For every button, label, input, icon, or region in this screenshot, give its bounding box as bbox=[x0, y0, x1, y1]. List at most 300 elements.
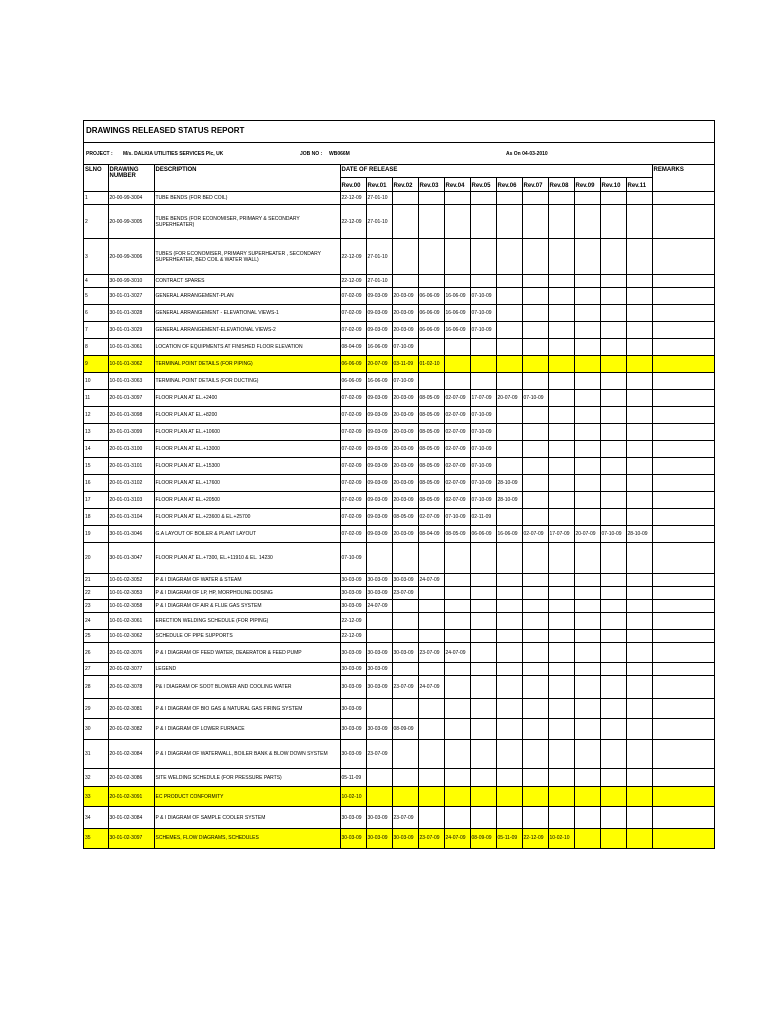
cell-release-date-empty bbox=[626, 600, 652, 613]
cell-release-date-empty bbox=[418, 543, 444, 574]
cell-description: TERMINAL POINT DETAILS (FOR PIPING) bbox=[154, 356, 340, 373]
cell-remarks bbox=[652, 543, 714, 574]
cell-release-date: 30-03-09 bbox=[392, 574, 418, 587]
cell-drawing-number: 20-01-01-3098 bbox=[108, 407, 154, 424]
cell-release-date: 24-07-09 bbox=[418, 574, 444, 587]
cell-release-date-empty bbox=[470, 613, 496, 630]
cell-release-date-empty bbox=[626, 475, 652, 492]
cell-release-date-empty bbox=[418, 205, 444, 239]
cell-release-date-empty bbox=[470, 205, 496, 239]
cell-release-date-empty bbox=[600, 829, 626, 848]
cell-release-date-empty bbox=[574, 807, 600, 829]
cell-release-date: 02-07-09 bbox=[444, 407, 470, 424]
cell-release-date: 07-10-09 bbox=[470, 288, 496, 305]
cell-release-date-empty bbox=[392, 275, 418, 288]
cell-release-date-empty bbox=[548, 574, 574, 587]
cell-release-date-empty bbox=[470, 339, 496, 356]
header-rev: Rev.01 bbox=[366, 178, 392, 192]
cell-drawing-number: 30-01-02-3097 bbox=[108, 829, 154, 848]
cell-release-date-empty bbox=[600, 390, 626, 407]
cell-release-date: 22-12-09 bbox=[340, 613, 366, 630]
cell-release-date-empty bbox=[522, 699, 548, 719]
cell-release-date: 02-07-09 bbox=[444, 390, 470, 407]
cell-slno: 30 bbox=[84, 719, 108, 740]
cell-remarks bbox=[652, 475, 714, 492]
cell-release-date-empty bbox=[418, 807, 444, 829]
cell-release-date: 24-07-09 bbox=[444, 829, 470, 848]
cell-release-date: 07-02-09 bbox=[340, 390, 366, 407]
cell-release-date-empty bbox=[626, 643, 652, 663]
cell-release-date: 08-05-09 bbox=[418, 492, 444, 509]
cell-release-date-empty bbox=[418, 339, 444, 356]
cell-release-date-empty bbox=[522, 441, 548, 458]
cell-release-date: 16-06-09 bbox=[444, 288, 470, 305]
cell-release-date: 07-02-09 bbox=[340, 424, 366, 441]
cell-slno: 19 bbox=[84, 526, 108, 543]
cell-description: P& I DIAGRAM OF SOOT BLOWER AND COOLING WATER bbox=[154, 676, 340, 699]
cell-description: G.A LAYOUT OF BOILER & PLANT LAYOUT bbox=[154, 526, 340, 543]
cell-release-date-empty bbox=[522, 339, 548, 356]
cell-drawing-number: 10-01-02-3053 bbox=[108, 587, 154, 600]
cell-release-date: 23-07-09 bbox=[418, 643, 444, 663]
cell-slno: 2 bbox=[84, 205, 108, 239]
cell-release-date-empty bbox=[418, 275, 444, 288]
cell-description: ERECTION WELDING SCHEDULE (FOR PIPING) bbox=[154, 613, 340, 630]
cell-release-date-empty bbox=[600, 288, 626, 305]
table-row bbox=[84, 492, 714, 509]
cell-release-date-empty bbox=[522, 458, 548, 475]
cell-release-date: 30-03-09 bbox=[340, 663, 366, 676]
header-rev: Rev.06 bbox=[496, 178, 522, 192]
table-row bbox=[84, 424, 714, 441]
cell-release-date-empty bbox=[444, 574, 470, 587]
cell-release-date: 07-10-09 bbox=[522, 390, 548, 407]
cell-drawing-number: 20-01-02-3081 bbox=[108, 699, 154, 719]
cell-release-date: 30-03-09 bbox=[340, 699, 366, 719]
cell-remarks bbox=[652, 526, 714, 543]
cell-release-date: 07-10-09 bbox=[470, 492, 496, 509]
cell-release-date-empty bbox=[548, 663, 574, 676]
cell-release-date-empty bbox=[626, 699, 652, 719]
cell-release-date-empty bbox=[548, 373, 574, 390]
cell-remarks bbox=[652, 769, 714, 787]
cell-release-date: 07-02-09 bbox=[340, 305, 366, 322]
cell-description: P & I DIAGRAM OF LOWER FURNACE bbox=[154, 719, 340, 740]
table-row bbox=[84, 458, 714, 475]
cell-slno: 12 bbox=[84, 407, 108, 424]
table-row bbox=[84, 787, 714, 807]
cell-remarks bbox=[652, 305, 714, 322]
cell-release-date-empty bbox=[470, 740, 496, 769]
cell-release-date: 08-05-09 bbox=[444, 526, 470, 543]
cell-release-date: 20-03-09 bbox=[392, 526, 418, 543]
cell-release-date-empty bbox=[392, 630, 418, 643]
cell-drawing-number: 30-01-02-3084 bbox=[108, 807, 154, 829]
cell-release-date: 05-11-09 bbox=[496, 829, 522, 848]
cell-release-date: 22-12-09 bbox=[340, 630, 366, 643]
cell-description: GENERAL ARRANGEMENT - ELEVATIONAL VIEWS-1 bbox=[154, 305, 340, 322]
cell-release-date-empty bbox=[626, 390, 652, 407]
cell-release-date-empty bbox=[418, 600, 444, 613]
cell-drawing-number: 30-00-99-3010 bbox=[108, 275, 154, 288]
cell-release-date-empty bbox=[574, 356, 600, 373]
cell-release-date: 16-06-09 bbox=[444, 305, 470, 322]
cell-release-date: 06-06-09 bbox=[418, 305, 444, 322]
cell-release-date-empty bbox=[496, 424, 522, 441]
cell-release-date-empty bbox=[600, 807, 626, 829]
cell-release-date-empty bbox=[600, 305, 626, 322]
cell-drawing-number: 20-01-01-3102 bbox=[108, 475, 154, 492]
cell-release-date: 02-11-09 bbox=[470, 509, 496, 526]
cell-release-date: 09-03-09 bbox=[366, 424, 392, 441]
cell-release-date-empty bbox=[626, 288, 652, 305]
cell-release-date-empty bbox=[574, 630, 600, 643]
cell-release-date-empty bbox=[392, 663, 418, 676]
cell-release-date-empty bbox=[366, 613, 392, 630]
cell-release-date: 09-03-09 bbox=[366, 407, 392, 424]
cell-description: SCHEMES, FLOW DIAGRAMS, SCHEDULES bbox=[154, 829, 340, 848]
cell-slno: 7 bbox=[84, 322, 108, 339]
table-row bbox=[84, 322, 714, 339]
cell-release-date-empty bbox=[600, 587, 626, 600]
cell-release-date-empty bbox=[626, 275, 652, 288]
cell-release-date-empty bbox=[470, 574, 496, 587]
table-row bbox=[84, 769, 714, 787]
cell-release-date: 02-07-09 bbox=[522, 526, 548, 543]
cell-drawing-number: 10-01-02-3052 bbox=[108, 574, 154, 587]
table-row bbox=[84, 339, 714, 356]
cell-release-date-empty bbox=[626, 192, 652, 205]
cell-release-date: 30-03-09 bbox=[366, 643, 392, 663]
cell-remarks bbox=[652, 441, 714, 458]
cell-release-date-empty bbox=[626, 424, 652, 441]
cell-release-date-empty bbox=[574, 275, 600, 288]
table-body bbox=[84, 192, 714, 848]
cell-remarks bbox=[652, 373, 714, 390]
cell-description: P & I DIAGRAM OF SAMPLE COOLER SYSTEM bbox=[154, 807, 340, 829]
cell-remarks bbox=[652, 509, 714, 526]
table-row bbox=[84, 192, 714, 205]
cell-release-date-empty bbox=[392, 613, 418, 630]
cell-release-date: 08-05-09 bbox=[392, 509, 418, 526]
cell-release-date: 07-10-09 bbox=[470, 475, 496, 492]
cell-release-date: 09-03-09 bbox=[366, 475, 392, 492]
cell-release-date: 23-07-09 bbox=[366, 740, 392, 769]
cell-drawing-number: 10-01-02-3058 bbox=[108, 600, 154, 613]
cell-release-date-empty bbox=[548, 441, 574, 458]
cell-release-date-empty bbox=[418, 719, 444, 740]
cell-release-date-empty bbox=[470, 719, 496, 740]
cell-release-date: 07-02-09 bbox=[340, 526, 366, 543]
cell-remarks bbox=[652, 740, 714, 769]
cell-remarks bbox=[652, 807, 714, 829]
cell-slno: 22 bbox=[84, 587, 108, 600]
cell-release-date: 30-03-09 bbox=[366, 663, 392, 676]
cell-release-date: 09-03-09 bbox=[366, 458, 392, 475]
cell-release-date-empty bbox=[418, 613, 444, 630]
cell-release-date-empty bbox=[626, 305, 652, 322]
cell-release-date-empty bbox=[600, 492, 626, 509]
cell-description: TUBE BENDS (FOR ECONOMISER, PRIMARY & SECONDARY SUPERHEATER) bbox=[154, 205, 340, 239]
cell-release-date-empty bbox=[522, 613, 548, 630]
table-row bbox=[84, 239, 714, 275]
cell-release-date-empty bbox=[600, 630, 626, 643]
cell-release-date: 07-10-09 bbox=[470, 458, 496, 475]
cell-release-date-empty bbox=[548, 509, 574, 526]
cell-release-date-empty bbox=[626, 239, 652, 275]
cell-release-date-empty bbox=[444, 205, 470, 239]
table-row bbox=[84, 587, 714, 600]
cell-drawing-number: 10-01-01-3061 bbox=[108, 339, 154, 356]
cell-release-date: 17-07-09 bbox=[548, 526, 574, 543]
cell-release-date-empty bbox=[496, 288, 522, 305]
cell-drawing-number: 20-01-02-3091 bbox=[108, 787, 154, 807]
cell-description: P & I DIAGRAM OF FEED WATER, DEAERATOR & FEED PUMP bbox=[154, 643, 340, 663]
cell-release-date-empty bbox=[548, 643, 574, 663]
cell-remarks bbox=[652, 407, 714, 424]
table-row bbox=[84, 441, 714, 458]
cell-release-date: 06-06-09 bbox=[418, 322, 444, 339]
header-description: DESCRIPTION bbox=[154, 165, 340, 192]
cell-release-date: 07-02-09 bbox=[340, 288, 366, 305]
project-info-row bbox=[84, 143, 714, 165]
table-row bbox=[84, 509, 714, 526]
cell-drawing-number: 10-01-01-3062 bbox=[108, 356, 154, 373]
cell-description: FLOOR PLAN AT EL.+2400 bbox=[154, 390, 340, 407]
cell-remarks bbox=[652, 719, 714, 740]
cell-release-date-empty bbox=[470, 676, 496, 699]
cell-release-date-empty bbox=[626, 458, 652, 475]
cell-release-date: 09-03-09 bbox=[366, 305, 392, 322]
cell-description: P & I DIAGRAM OF WATERWALL, BOILER BANK & BLOW DOWN SYSTEM bbox=[154, 740, 340, 769]
cell-release-date-empty bbox=[600, 275, 626, 288]
cell-drawing-number: 20-01-02-3076 bbox=[108, 643, 154, 663]
cell-release-date-empty bbox=[600, 441, 626, 458]
cell-release-date-empty bbox=[392, 699, 418, 719]
cell-release-date: 30-03-09 bbox=[392, 829, 418, 848]
cell-release-date: 16-06-09 bbox=[366, 373, 392, 390]
cell-release-date-empty bbox=[574, 288, 600, 305]
cell-slno: 15 bbox=[84, 458, 108, 475]
cell-release-date: 30-03-09 bbox=[366, 829, 392, 848]
cell-release-date-empty bbox=[444, 587, 470, 600]
cell-release-date: 06-06-09 bbox=[340, 356, 366, 373]
cell-release-date-empty bbox=[548, 740, 574, 769]
cell-release-date: 20-03-09 bbox=[392, 424, 418, 441]
cell-release-date-empty bbox=[548, 807, 574, 829]
cell-description: FLOOR PLAN AT EL.+8200 bbox=[154, 407, 340, 424]
cell-release-date: 27-01-10 bbox=[366, 275, 392, 288]
cell-release-date-empty bbox=[444, 339, 470, 356]
cell-release-date: 02-07-09 bbox=[444, 475, 470, 492]
cell-release-date-empty bbox=[522, 587, 548, 600]
cell-description: FLOOR PLAN AT EL.+10600 bbox=[154, 424, 340, 441]
job-value: WB066M bbox=[329, 151, 350, 157]
header-rev: Rev.11 bbox=[626, 178, 652, 192]
cell-release-date-empty bbox=[600, 676, 626, 699]
cell-drawing-number: 30-01-01-3046 bbox=[108, 526, 154, 543]
cell-release-date-empty bbox=[496, 719, 522, 740]
cell-description: SCHEDULE OF PIPE SUPPORTS bbox=[154, 630, 340, 643]
cell-release-date-empty bbox=[574, 613, 600, 630]
cell-release-date-empty bbox=[522, 787, 548, 807]
cell-release-date: 09-03-09 bbox=[366, 441, 392, 458]
cell-release-date-empty bbox=[574, 600, 600, 613]
cell-remarks bbox=[652, 663, 714, 676]
cell-slno: 18 bbox=[84, 509, 108, 526]
cell-release-date: 30-03-09 bbox=[366, 676, 392, 699]
cell-description: GENERAL ARRANGEMENT-PLAN bbox=[154, 288, 340, 305]
cell-drawing-number: 20-01-02-3082 bbox=[108, 719, 154, 740]
cell-release-date-empty bbox=[600, 543, 626, 574]
cell-release-date-empty bbox=[444, 630, 470, 643]
cell-release-date-empty bbox=[470, 587, 496, 600]
cell-slno: 1 bbox=[84, 192, 108, 205]
table-row bbox=[84, 829, 714, 848]
cell-release-date-empty bbox=[392, 787, 418, 807]
cell-release-date-empty bbox=[470, 192, 496, 205]
table-row bbox=[84, 613, 714, 630]
cell-release-date: 08-05-09 bbox=[418, 424, 444, 441]
cell-release-date: 23-07-09 bbox=[392, 676, 418, 699]
cell-remarks bbox=[652, 322, 714, 339]
cell-release-date: 22-12-09 bbox=[522, 829, 548, 848]
cell-release-date: 30-03-09 bbox=[366, 719, 392, 740]
cell-release-date-empty bbox=[600, 613, 626, 630]
cell-release-date-empty bbox=[522, 543, 548, 574]
cell-slno: 14 bbox=[84, 441, 108, 458]
cell-slno: 4 bbox=[84, 275, 108, 288]
cell-description: FLOOR PLAN AT EL.+23600 & EL.+25700 bbox=[154, 509, 340, 526]
cell-release-date: 07-02-09 bbox=[340, 407, 366, 424]
cell-release-date-empty bbox=[496, 458, 522, 475]
table-row bbox=[84, 543, 714, 574]
report-sheet bbox=[83, 120, 715, 849]
cell-release-date-empty bbox=[600, 192, 626, 205]
cell-remarks bbox=[652, 339, 714, 356]
cell-release-date: 09-03-09 bbox=[366, 492, 392, 509]
cell-remarks bbox=[652, 600, 714, 613]
cell-remarks bbox=[652, 829, 714, 848]
cell-release-date-empty bbox=[418, 740, 444, 769]
cell-description: FLOOR PLAN AT EL.+7300, EL.+11910 & EL. 14230 bbox=[154, 543, 340, 574]
cell-drawing-number: 20-01-01-3100 bbox=[108, 441, 154, 458]
cell-slno: 5 bbox=[84, 288, 108, 305]
cell-release-date-empty bbox=[418, 373, 444, 390]
project-label: PROJECT : bbox=[86, 151, 113, 157]
cell-description: FLOOR PLAN AT EL.+15300 bbox=[154, 458, 340, 475]
cell-remarks bbox=[652, 587, 714, 600]
cell-release-date: 07-02-09 bbox=[340, 475, 366, 492]
cell-release-date-empty bbox=[600, 356, 626, 373]
cell-release-date-empty bbox=[418, 192, 444, 205]
cell-release-date-empty bbox=[444, 356, 470, 373]
cell-release-date: 07-10-09 bbox=[470, 322, 496, 339]
cell-description: P & I DIAGRAM OF AIR & FLUE GAS SYSTEM bbox=[154, 600, 340, 613]
table-row bbox=[84, 643, 714, 663]
cell-release-date: 16-06-09 bbox=[444, 322, 470, 339]
cell-release-date: 01-02-10 bbox=[418, 356, 444, 373]
table-row bbox=[84, 356, 714, 373]
cell-release-date-empty bbox=[470, 630, 496, 643]
cell-description: TERMINAL POINT DETAILS (FOR DUCTING) bbox=[154, 373, 340, 390]
cell-release-date: 09-03-09 bbox=[366, 526, 392, 543]
cell-release-date-empty bbox=[574, 663, 600, 676]
cell-release-date: 30-03-09 bbox=[340, 740, 366, 769]
cell-release-date: 07-10-09 bbox=[470, 424, 496, 441]
cell-release-date-empty bbox=[496, 600, 522, 613]
cell-release-date: 06-06-09 bbox=[470, 526, 496, 543]
cell-release-date: 30-03-09 bbox=[340, 719, 366, 740]
cell-slno: 21 bbox=[84, 574, 108, 587]
cell-release-date-empty bbox=[626, 373, 652, 390]
header-drawing-number: DRAWING NUMBER bbox=[108, 165, 154, 192]
project-value: M/s. DALKIA UTILITIES SERVICES Plc, UK bbox=[123, 151, 224, 157]
cell-release-date: 30-03-09 bbox=[340, 587, 366, 600]
cell-release-date: 08-05-09 bbox=[418, 458, 444, 475]
cell-release-date-empty bbox=[600, 699, 626, 719]
cell-release-date-empty bbox=[548, 305, 574, 322]
table-row bbox=[84, 407, 714, 424]
cell-release-date: 02-07-09 bbox=[444, 492, 470, 509]
cell-release-date-empty bbox=[444, 600, 470, 613]
cell-release-date-empty bbox=[548, 205, 574, 239]
header-rev: Rev.00 bbox=[340, 178, 366, 192]
cell-release-date: 27-01-10 bbox=[366, 192, 392, 205]
table-row bbox=[84, 630, 714, 643]
cell-release-date-empty bbox=[496, 322, 522, 339]
cell-release-date-empty bbox=[626, 339, 652, 356]
cell-slno: 8 bbox=[84, 339, 108, 356]
cell-release-date-empty bbox=[418, 769, 444, 787]
cell-release-date-empty bbox=[470, 600, 496, 613]
cell-release-date-empty bbox=[600, 509, 626, 526]
cell-release-date-empty bbox=[574, 458, 600, 475]
cell-release-date: 23-07-09 bbox=[392, 807, 418, 829]
cell-release-date-empty bbox=[574, 643, 600, 663]
cell-release-date: 07-10-09 bbox=[470, 441, 496, 458]
table-row bbox=[84, 373, 714, 390]
cell-release-date: 22-12-09 bbox=[340, 205, 366, 239]
cell-release-date-empty bbox=[392, 740, 418, 769]
cell-release-date-empty bbox=[548, 587, 574, 600]
cell-release-date-empty bbox=[600, 373, 626, 390]
cell-drawing-number: 20-00-99-3004 bbox=[108, 192, 154, 205]
cell-release-date-empty bbox=[522, 288, 548, 305]
cell-slno: 29 bbox=[84, 699, 108, 719]
cell-release-date-empty bbox=[470, 643, 496, 663]
cell-remarks bbox=[652, 239, 714, 275]
cell-release-date-empty bbox=[626, 587, 652, 600]
cell-release-date: 20-03-09 bbox=[392, 441, 418, 458]
cell-release-date-empty bbox=[548, 699, 574, 719]
cell-release-date-empty bbox=[496, 305, 522, 322]
cell-remarks bbox=[652, 630, 714, 643]
cell-release-date-empty bbox=[548, 390, 574, 407]
cell-release-date-empty bbox=[522, 373, 548, 390]
cell-release-date-empty bbox=[392, 600, 418, 613]
cell-release-date-empty bbox=[496, 373, 522, 390]
cell-release-date-empty bbox=[444, 192, 470, 205]
cell-release-date: 20-03-09 bbox=[392, 305, 418, 322]
cell-release-date-empty bbox=[600, 424, 626, 441]
cell-release-date: 20-03-09 bbox=[392, 475, 418, 492]
cell-drawing-number: 10-01-02-3062 bbox=[108, 630, 154, 643]
cell-release-date: 08-05-09 bbox=[418, 390, 444, 407]
cell-release-date-empty bbox=[626, 441, 652, 458]
cell-release-date-empty bbox=[470, 787, 496, 807]
cell-slno: 33 bbox=[84, 787, 108, 807]
